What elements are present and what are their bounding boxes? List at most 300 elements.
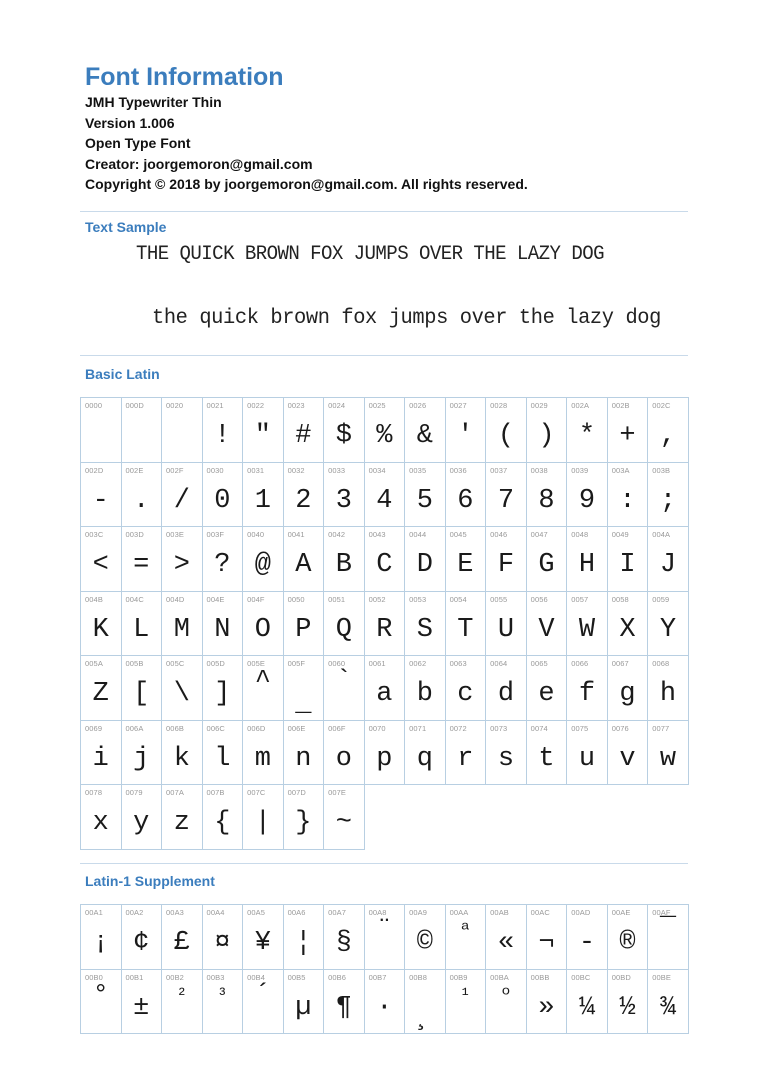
- codepoint-label: 00A2: [125, 908, 144, 917]
- glyph-cell: [162, 592, 203, 657]
- codepoint-label: 0033: [328, 465, 346, 475]
- glyph-cell: [284, 970, 325, 1035]
- glyph-cell: [365, 970, 406, 1035]
- codepoint-label: 0078: [85, 788, 103, 797]
- codepoint-label: 0064: [490, 659, 508, 668]
- glyph-cell: [324, 398, 365, 463]
- codepoint-label: 0058: [611, 594, 629, 604]
- codepoint-label: 0046: [490, 530, 508, 539]
- codepoint-label: 0063: [449, 659, 467, 668]
- codepoint-label: 0052: [368, 594, 386, 604]
- glyph-sample: .: [133, 485, 150, 516]
- glyph-cell: [405, 592, 446, 657]
- glyph-cell: [203, 527, 244, 592]
- codepoint-label: 002F: [166, 465, 184, 475]
- glyph-sample: S: [416, 614, 433, 645]
- glyph-cell: [203, 463, 244, 528]
- codepoint-label: 002C: [652, 401, 671, 410]
- glyph-cell: [243, 656, 284, 721]
- codepoint-label: 006B: [166, 723, 184, 733]
- glyph-sample: =: [133, 550, 150, 580]
- glyph-sample: P: [295, 614, 312, 645]
- glyph-cell: [284, 785, 325, 850]
- glyph-sample: V: [538, 614, 555, 645]
- glyph-sample: ¸: [416, 1002, 433, 1033]
- glyph-sample: n: [295, 743, 312, 774]
- codepoint-label: 006A: [125, 723, 144, 733]
- codepoint-label: 0049: [611, 530, 629, 539]
- glyph-sample: f: [578, 679, 596, 709]
- glyph-sample: J: [659, 550, 677, 580]
- font-info-header: [85, 62, 688, 195]
- glyph-cell: [365, 905, 406, 970]
- glyph-sample: »: [538, 992, 555, 1023]
- font-copyright: Copyright © 2018 by joorgemoron@gmail.com. All rights reserved.: [85, 176, 528, 193]
- glyph-cell: [648, 905, 689, 970]
- codepoint-label: 00AC: [530, 908, 550, 917]
- glyph-sample: 6: [457, 485, 474, 516]
- glyph-sample: ¯: [659, 916, 677, 946]
- codepoint-label: 007A: [166, 788, 184, 797]
- codepoint-label: 0030: [206, 465, 224, 475]
- basic-latin-grid: [80, 397, 689, 850]
- codepoint-label: 0079: [125, 788, 143, 797]
- glyph-sample: (: [497, 421, 515, 451]
- glyph-sample: ´: [254, 980, 271, 1011]
- glyph-cell: [527, 463, 568, 528]
- glyph-sample: -: [92, 485, 109, 516]
- glyph-cell: [648, 656, 689, 721]
- glyph-cell: [486, 527, 527, 592]
- codepoint-label: 0040: [247, 530, 265, 539]
- codepoint-label: 0025: [368, 401, 386, 410]
- codepoint-label: 00B4: [247, 972, 265, 982]
- glyph-sample: 7: [497, 485, 515, 516]
- codepoint-label: 0056: [530, 594, 548, 604]
- glyph-sample: R: [376, 614, 393, 645]
- glyph-sample: ;: [659, 485, 677, 516]
- glyph-cell: [162, 398, 203, 463]
- codepoint-label: 003E: [166, 530, 184, 539]
- glyph-sample: t: [538, 743, 555, 774]
- glyph-sample: 1: [254, 485, 271, 516]
- glyph-cell: [608, 721, 649, 786]
- codepoint-label: 0061: [368, 659, 386, 668]
- glyph-cell: [486, 656, 527, 721]
- glyph-cell: [405, 463, 446, 528]
- glyph-cell: [567, 463, 608, 528]
- codepoint-label: 007E: [328, 788, 347, 797]
- glyph-sample: >: [173, 550, 190, 580]
- glyph-cell: [122, 905, 163, 970]
- glyph-sample: &: [416, 421, 433, 451]
- codepoint-label: 0062: [409, 659, 427, 668]
- codepoint-label: 0047: [530, 530, 548, 539]
- glyph-sample: g: [619, 679, 636, 709]
- glyph-sample: Y: [659, 614, 677, 645]
- codepoint-label: 003A: [611, 465, 630, 475]
- glyph-sample: ¢: [133, 928, 150, 958]
- codepoint-label: 00A4: [206, 908, 225, 917]
- font-creator: Creator: joorgemoron@gmail.com: [85, 155, 313, 172]
- glyph-sample: 9: [578, 485, 596, 516]
- codepoint-label: 003C: [85, 530, 104, 539]
- glyph-cell: [162, 527, 203, 592]
- glyph-cell: [567, 656, 608, 721]
- glyph-sample: ]: [214, 679, 231, 709]
- codepoint-label: 0054: [449, 594, 467, 604]
- glyph-sample: 0: [214, 485, 231, 516]
- glyph-cell: [527, 721, 568, 786]
- codepoint-label: 0042: [328, 530, 346, 539]
- glyph-sample: F: [497, 550, 515, 580]
- glyph-cell: [486, 905, 527, 970]
- glyph-cell: [405, 398, 446, 463]
- glyph-sample: ¤: [214, 928, 231, 958]
- glyph-sample: {: [214, 808, 231, 838]
- glyph-cell: [122, 721, 163, 786]
- glyph-cell: [284, 592, 325, 657]
- glyph-sample: $: [335, 421, 352, 451]
- glyph-cell: [446, 398, 487, 463]
- glyph-cell: [405, 656, 446, 721]
- codepoint-label: 0037: [490, 465, 508, 475]
- glyph-sample: ¨: [376, 916, 393, 946]
- glyph-sample: b: [416, 679, 433, 709]
- codepoint-label: 00BA: [490, 972, 509, 982]
- glyph-cell: [527, 656, 568, 721]
- glyph-cell: [243, 785, 284, 850]
- glyph-cell: [486, 398, 527, 463]
- glyph-cell: [486, 463, 527, 528]
- glyph-sample: v: [619, 743, 636, 774]
- glyph-cell: [122, 398, 163, 463]
- glyph-cell: [648, 970, 689, 1035]
- codepoint-label: 0073: [490, 723, 508, 733]
- glyph-sample: 5: [416, 485, 433, 516]
- glyph-sample: O: [254, 614, 271, 645]
- glyph-cell: [122, 592, 163, 657]
- codepoint-label: 0059: [652, 594, 670, 604]
- glyph-sample: [: [133, 679, 150, 709]
- glyph-cell: [608, 398, 649, 463]
- codepoint-label: 007D: [287, 788, 306, 797]
- glyph-cell: [365, 592, 406, 657]
- glyph-cell: [324, 656, 365, 721]
- glyph-sample: N: [214, 614, 231, 645]
- glyph-sample: 2: [295, 485, 312, 516]
- sample-uppercase: THE QUICK BROWN FOX JUMPS OVER THE LAZY DOG: [136, 243, 604, 266]
- glyph-cell: [284, 398, 325, 463]
- codepoint-label: 003D: [125, 530, 144, 539]
- glyph-sample: ": [254, 421, 271, 451]
- glyph-cell: [567, 398, 608, 463]
- glyph-cell: [405, 527, 446, 592]
- glyph-sample: j: [133, 743, 150, 774]
- glyph-sample: ¬: [538, 928, 555, 958]
- glyph-sample: ½: [619, 992, 636, 1023]
- glyph-sample: }: [295, 808, 312, 838]
- glyph-sample: %: [376, 421, 393, 451]
- codepoint-label: 004D: [166, 594, 185, 604]
- glyph-sample: ': [457, 421, 474, 451]
- codepoint-label: 006E: [287, 723, 306, 733]
- codepoint-label: 00AD: [571, 908, 591, 917]
- glyph-sample: ?: [214, 550, 231, 580]
- glyph-cell: [81, 905, 122, 970]
- glyph-cell: [284, 905, 325, 970]
- codepoint-label: 0044: [409, 530, 427, 539]
- codepoint-label: 0050: [287, 594, 305, 604]
- glyph-sample: µ: [295, 992, 312, 1023]
- codepoint-label: 0000: [85, 401, 103, 410]
- glyph-cell: [162, 463, 203, 528]
- codepoint-label: 00A8: [368, 908, 387, 917]
- glyph-sample: 8: [538, 485, 555, 516]
- codepoint-label: 0035: [409, 465, 427, 475]
- glyph-cell: [243, 905, 284, 970]
- codepoint-label: 005C: [166, 659, 185, 668]
- glyph-cell: [486, 970, 527, 1035]
- glyph-cell: [81, 656, 122, 721]
- glyph-cell: [284, 721, 325, 786]
- glyph-cell: [81, 398, 122, 463]
- glyph-sample: |: [254, 808, 271, 838]
- section-divider: [80, 355, 688, 356]
- glyph-cell: [567, 592, 608, 657]
- glyph-cell: [405, 721, 446, 786]
- glyph-sample: p: [376, 743, 393, 774]
- glyph-cell: [648, 527, 689, 592]
- codepoint-label: 0027: [449, 401, 467, 410]
- glyph-sample: ¾: [659, 992, 677, 1023]
- codepoint-label: 00AE: [611, 908, 631, 917]
- codepoint-label: 0024: [328, 401, 346, 410]
- codepoint-label: 004B: [85, 594, 103, 604]
- codepoint-label: 00BC: [571, 972, 591, 982]
- codepoint-label: 0022: [247, 401, 265, 410]
- codepoint-label: 0066: [571, 659, 589, 668]
- glyph-cell: [324, 905, 365, 970]
- glyph-cell: [365, 398, 406, 463]
- glyph-cell: [405, 905, 446, 970]
- glyph-sample: @: [254, 550, 271, 580]
- glyph-cell: [648, 463, 689, 528]
- text-sample-title: Text Sample: [85, 219, 167, 235]
- codepoint-label: 0043: [368, 530, 386, 539]
- glyph-sample: ): [538, 421, 555, 451]
- glyph-sample: ©: [416, 928, 433, 958]
- glyph-cell: [243, 592, 284, 657]
- codepoint-label: 0045: [449, 530, 467, 539]
- glyph-cell: [324, 463, 365, 528]
- glyph-cell: [162, 656, 203, 721]
- glyph-sample: y: [133, 808, 150, 838]
- glyph-cell: [527, 592, 568, 657]
- glyph-sample: B: [335, 550, 352, 580]
- glyph-cell: [162, 970, 203, 1035]
- glyph-sample: ³: [216, 985, 228, 1006]
- glyph-sample: U: [497, 614, 515, 645]
- glyph-cell: [122, 785, 163, 850]
- glyph-cell: [203, 592, 244, 657]
- glyph-sample: +: [619, 421, 636, 451]
- glyph-cell: [122, 527, 163, 592]
- glyph-sample: -: [578, 928, 596, 958]
- codepoint-label: 0026: [409, 401, 427, 410]
- glyph-cell: [203, 721, 244, 786]
- glyph-cell: [81, 463, 122, 528]
- glyph-cell: [608, 970, 649, 1035]
- codepoint-label: 00A3: [166, 908, 184, 917]
- codepoint-label: 0036: [449, 465, 467, 475]
- codepoint-label: 00AB: [490, 908, 509, 917]
- glyph-cell: [243, 970, 284, 1035]
- codepoint-label: 00B7: [368, 972, 387, 982]
- glyph-sample: W: [578, 614, 596, 645]
- glyph-sample: 3: [335, 485, 352, 516]
- glyph-cell: [567, 905, 608, 970]
- codepoint-label: 0020: [166, 401, 184, 410]
- glyph-cell: [81, 721, 122, 786]
- glyph-sample: w: [659, 743, 677, 774]
- glyph-sample: º: [500, 985, 512, 1006]
- glyph-cell: [162, 721, 203, 786]
- codepoint-label: 00A9: [409, 908, 428, 917]
- glyph-sample: ¼: [578, 992, 596, 1023]
- codepoint-label: 00B5: [287, 972, 306, 982]
- glyph-cell: [203, 785, 244, 850]
- glyph-cell: [122, 463, 163, 528]
- glyph-sample: d: [497, 679, 515, 709]
- codepoint-label: 00A5: [247, 908, 265, 917]
- codepoint-label: 0055: [490, 594, 508, 604]
- glyph-sample: \: [173, 679, 190, 709]
- glyph-sample: ¡: [92, 928, 109, 958]
- glyph-sample: /: [173, 485, 190, 516]
- codepoint-label: 006F: [328, 723, 346, 733]
- font-version: Version 1.006: [85, 114, 175, 131]
- glyph-sample: H: [578, 550, 596, 580]
- glyph-sample: r: [457, 743, 474, 774]
- glyph-sample: D: [416, 550, 433, 580]
- glyph-cell: [284, 463, 325, 528]
- codepoint-label: 0041: [287, 530, 305, 539]
- codepoint-label: 006D: [247, 723, 266, 733]
- codepoint-label: 0068: [652, 659, 670, 668]
- glyph-sample: m: [254, 743, 271, 774]
- glyph-sample: ,: [659, 421, 677, 451]
- glyph-sample: `: [335, 667, 352, 697]
- codepoint-label: 006C: [206, 723, 225, 733]
- glyph-sample: u: [578, 743, 596, 774]
- glyph-cell: [567, 527, 608, 592]
- codepoint-label: 004C: [125, 594, 144, 604]
- glyph-cell: [243, 721, 284, 786]
- glyph-cell: [567, 721, 608, 786]
- glyph-sample: z: [173, 808, 190, 838]
- codepoint-label: 00B0: [85, 972, 103, 982]
- glyph-sample: Q: [335, 614, 352, 645]
- glyph-sample: Z: [92, 679, 109, 709]
- glyph-sample: ¥: [254, 928, 271, 958]
- codepoint-label: 0051: [328, 594, 346, 604]
- codepoint-label: 004F: [247, 594, 265, 604]
- glyph-sample: A: [295, 550, 312, 580]
- codepoint-label: 00BB: [530, 972, 550, 982]
- codepoint-label: 005A: [85, 659, 103, 668]
- codepoint-label: 0072: [449, 723, 467, 733]
- codepoint-label: 007B: [206, 788, 225, 797]
- glyph-cell: [122, 970, 163, 1035]
- codepoint-label: 004E: [206, 594, 225, 604]
- codepoint-label: 00AA: [449, 908, 469, 917]
- glyph-cell: [324, 721, 365, 786]
- glyph-sample: ²: [176, 985, 188, 1006]
- codepoint-label: 003B: [652, 465, 671, 475]
- codepoint-label: 0065: [530, 659, 548, 668]
- codepoint-label: 0070: [368, 723, 386, 733]
- glyph-cell: [284, 656, 325, 721]
- glyph-sample: #: [295, 421, 312, 451]
- codepoint-label: 0048: [571, 530, 589, 539]
- glyph-sample: 4: [376, 485, 393, 516]
- glyph-sample: £: [173, 928, 190, 958]
- codepoint-label: 00B9: [449, 972, 468, 982]
- codepoint-label: 00B1: [125, 972, 144, 982]
- glyph-sample: ¦: [295, 928, 312, 958]
- glyph-sample: §: [335, 928, 352, 958]
- codepoint-label: 004A: [652, 530, 671, 539]
- glyph-sample: G: [538, 550, 555, 580]
- codepoint-label: 0067: [611, 659, 629, 668]
- sample-lowercase: the quick brown fox jumps over the lazy dog: [152, 307, 661, 330]
- glyph-cell: [446, 463, 487, 528]
- codepoint-label: 0039: [571, 465, 589, 475]
- codepoint-label: 005B: [125, 659, 144, 668]
- codepoint-label: 002A: [571, 401, 590, 410]
- glyph-cell: [365, 656, 406, 721]
- glyph-sample: K: [92, 614, 109, 645]
- glyph-cell: [527, 970, 568, 1035]
- glyph-sample: ±: [133, 992, 150, 1023]
- codepoint-label: 0023: [287, 401, 305, 410]
- glyph-sample: T: [457, 614, 474, 645]
- glyph-cell: [527, 527, 568, 592]
- glyph-cell: [324, 970, 365, 1035]
- glyph-sample: ®: [619, 928, 636, 958]
- glyph-cell: [567, 970, 608, 1035]
- glyph-cell: [284, 527, 325, 592]
- glyph-sample: °: [92, 980, 109, 1011]
- glyph-sample: E: [457, 550, 474, 580]
- glyph-cell: [648, 592, 689, 657]
- page-title: Font Information: [85, 63, 284, 91]
- glyph-cell: [162, 785, 203, 850]
- glyph-cell: [81, 785, 122, 850]
- codepoint-label: 0031: [247, 465, 265, 475]
- glyph-cell: [203, 970, 244, 1035]
- glyph-sample: ·: [376, 992, 393, 1023]
- glyph-sample: x: [92, 808, 109, 838]
- codepoint-label: 0074: [530, 723, 548, 733]
- glyph-cell: [243, 398, 284, 463]
- font-type: Open Type Font: [85, 135, 191, 152]
- font-name: JMH Typewriter Thin: [85, 94, 222, 110]
- codepoint-label: 007C: [247, 788, 266, 797]
- glyph-cell: [405, 970, 446, 1035]
- glyph-sample: ~: [335, 808, 352, 838]
